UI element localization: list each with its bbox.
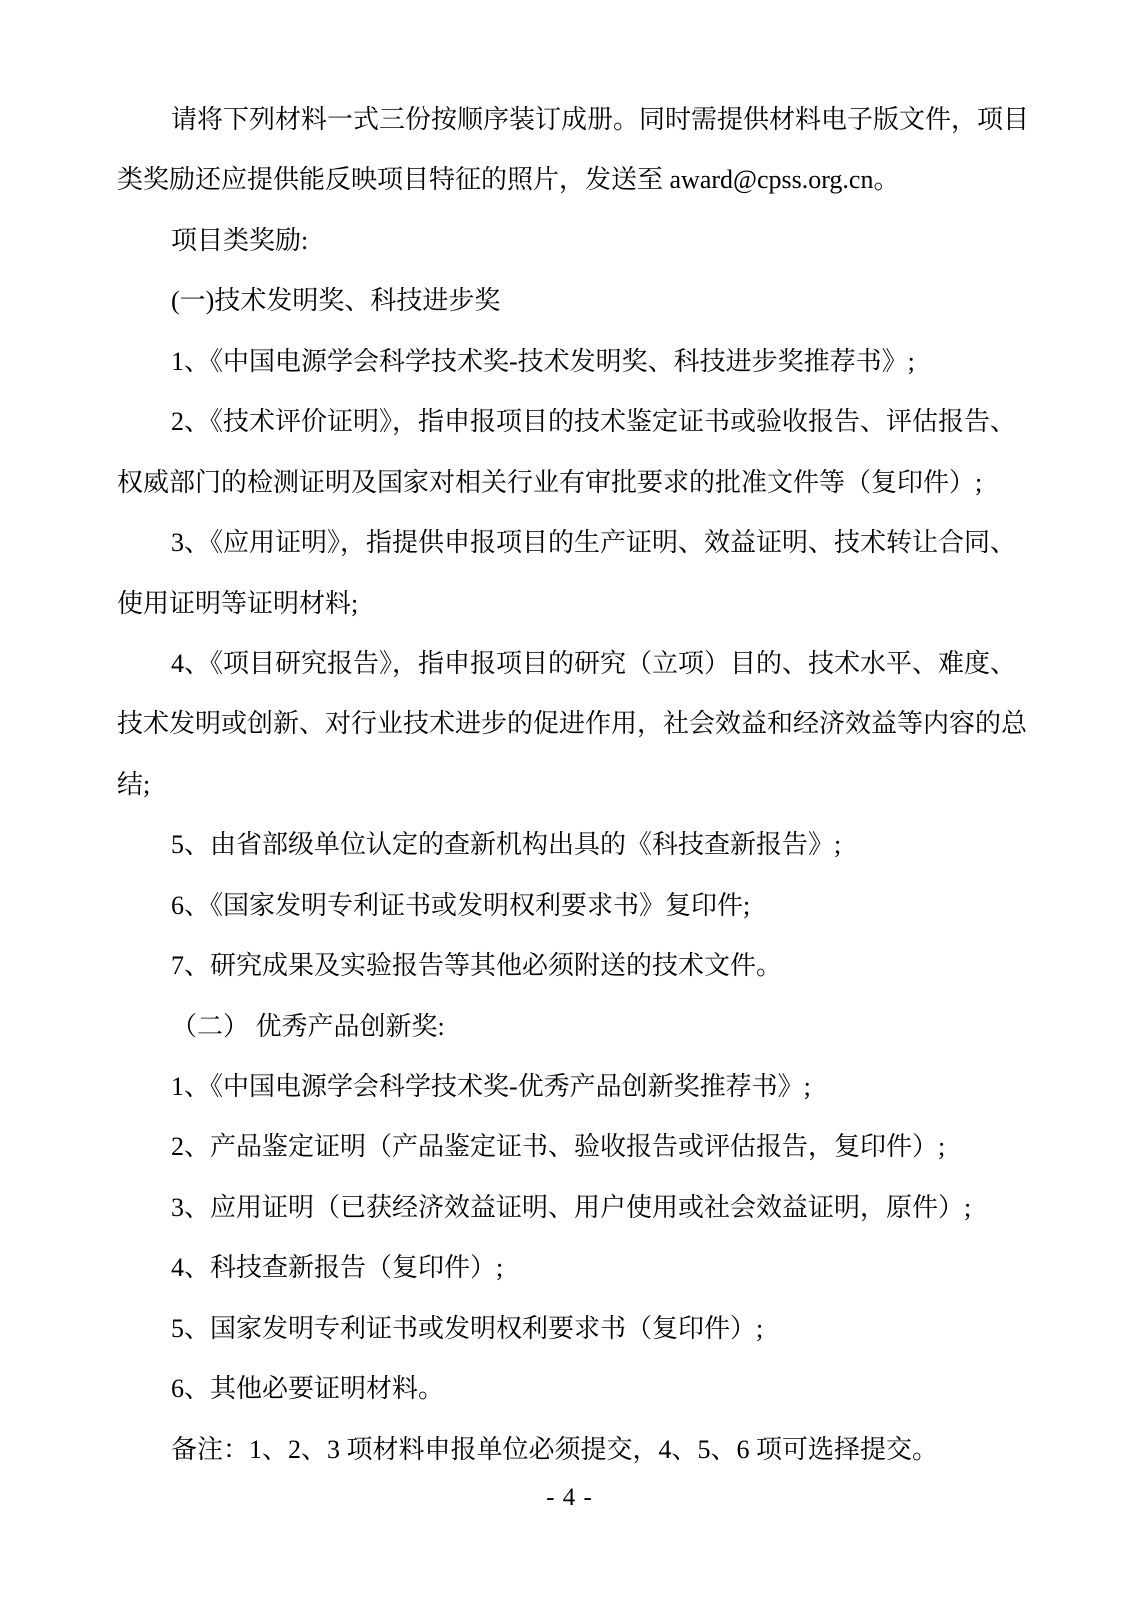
text-line: 请将下列材料一式三份按顺序装订成册。同时需提供材料电子版文件，项目	[171, 105, 1030, 134]
text-line: 2、产品鉴定证明（产品鉴定证书、验收报告或评估报告，复印件）;	[171, 1132, 946, 1162]
text-line: 项目类奖励:	[171, 225, 309, 255]
text-line: 4、科技查新报告（复印件）;	[171, 1253, 504, 1283]
text-line: 1、《中国电源学会科学技术奖-优秀产品创新奖推荐书》;	[171, 1072, 811, 1101]
text-line: 结;	[117, 769, 151, 799]
text-line: （二） 优秀产品创新奖:	[171, 1011, 445, 1041]
text-line: 6、其他必要证明材料。	[171, 1374, 445, 1404]
text-line: 2、《技术评价证明》，指申报项目的技术鉴定证书或验收报告、评估报告、	[171, 407, 1017, 437]
page-number: - 4 -	[546, 1484, 593, 1511]
text-line: (一)技术发明奖、科技进步奖	[171, 286, 501, 316]
text-line: 权威部门的检测证明及国家对相关行业有审批要求的批准文件等（复印件）;	[117, 467, 983, 497]
text-line: 7、研究成果及实验报告等其他必须附送的技术文件。	[171, 951, 783, 981]
text-line: 4、《项目研究报告》，指申报项目的研究（立项）目的、技术水平、难度、	[171, 648, 1017, 678]
text-line: 5、由省部级单位认定的查新机构出具的《科技查新报告》;	[171, 830, 842, 860]
text-line: 技术发明或创新、对行业技术进步的促进作用，社会效益和经济效益等内容的总	[117, 709, 1028, 739]
text-line: 类奖励还应提供能反映项目特征的照片，发送至 award@cpss.org.cn。	[117, 165, 900, 195]
document-body	[117, 90, 1057, 1480]
text-line: 使用证明等证明材料;	[117, 588, 359, 618]
text-line: 备注：1、2、3 项材料申报单位必须提交，4、5、6 项可选择提交。	[171, 1434, 939, 1464]
text-line: 6、《国家发明专利证书或发明权利要求书》复印件;	[171, 890, 751, 920]
text-line: 3、应用证明（已获经济效益证明、用户使用或社会效益证明，原件）;	[171, 1192, 972, 1222]
text-line: 5、国家发明专利证书或发明权利要求书（复印件）;	[171, 1313, 764, 1343]
text-line: 1、《中国电源学会科学技术奖-技术发明奖、科技进步奖推荐书》;	[171, 346, 915, 376]
text-line: 3、《应用证明》，指提供申报项目的生产证明、效益证明、技术转让合同、	[171, 528, 1017, 558]
